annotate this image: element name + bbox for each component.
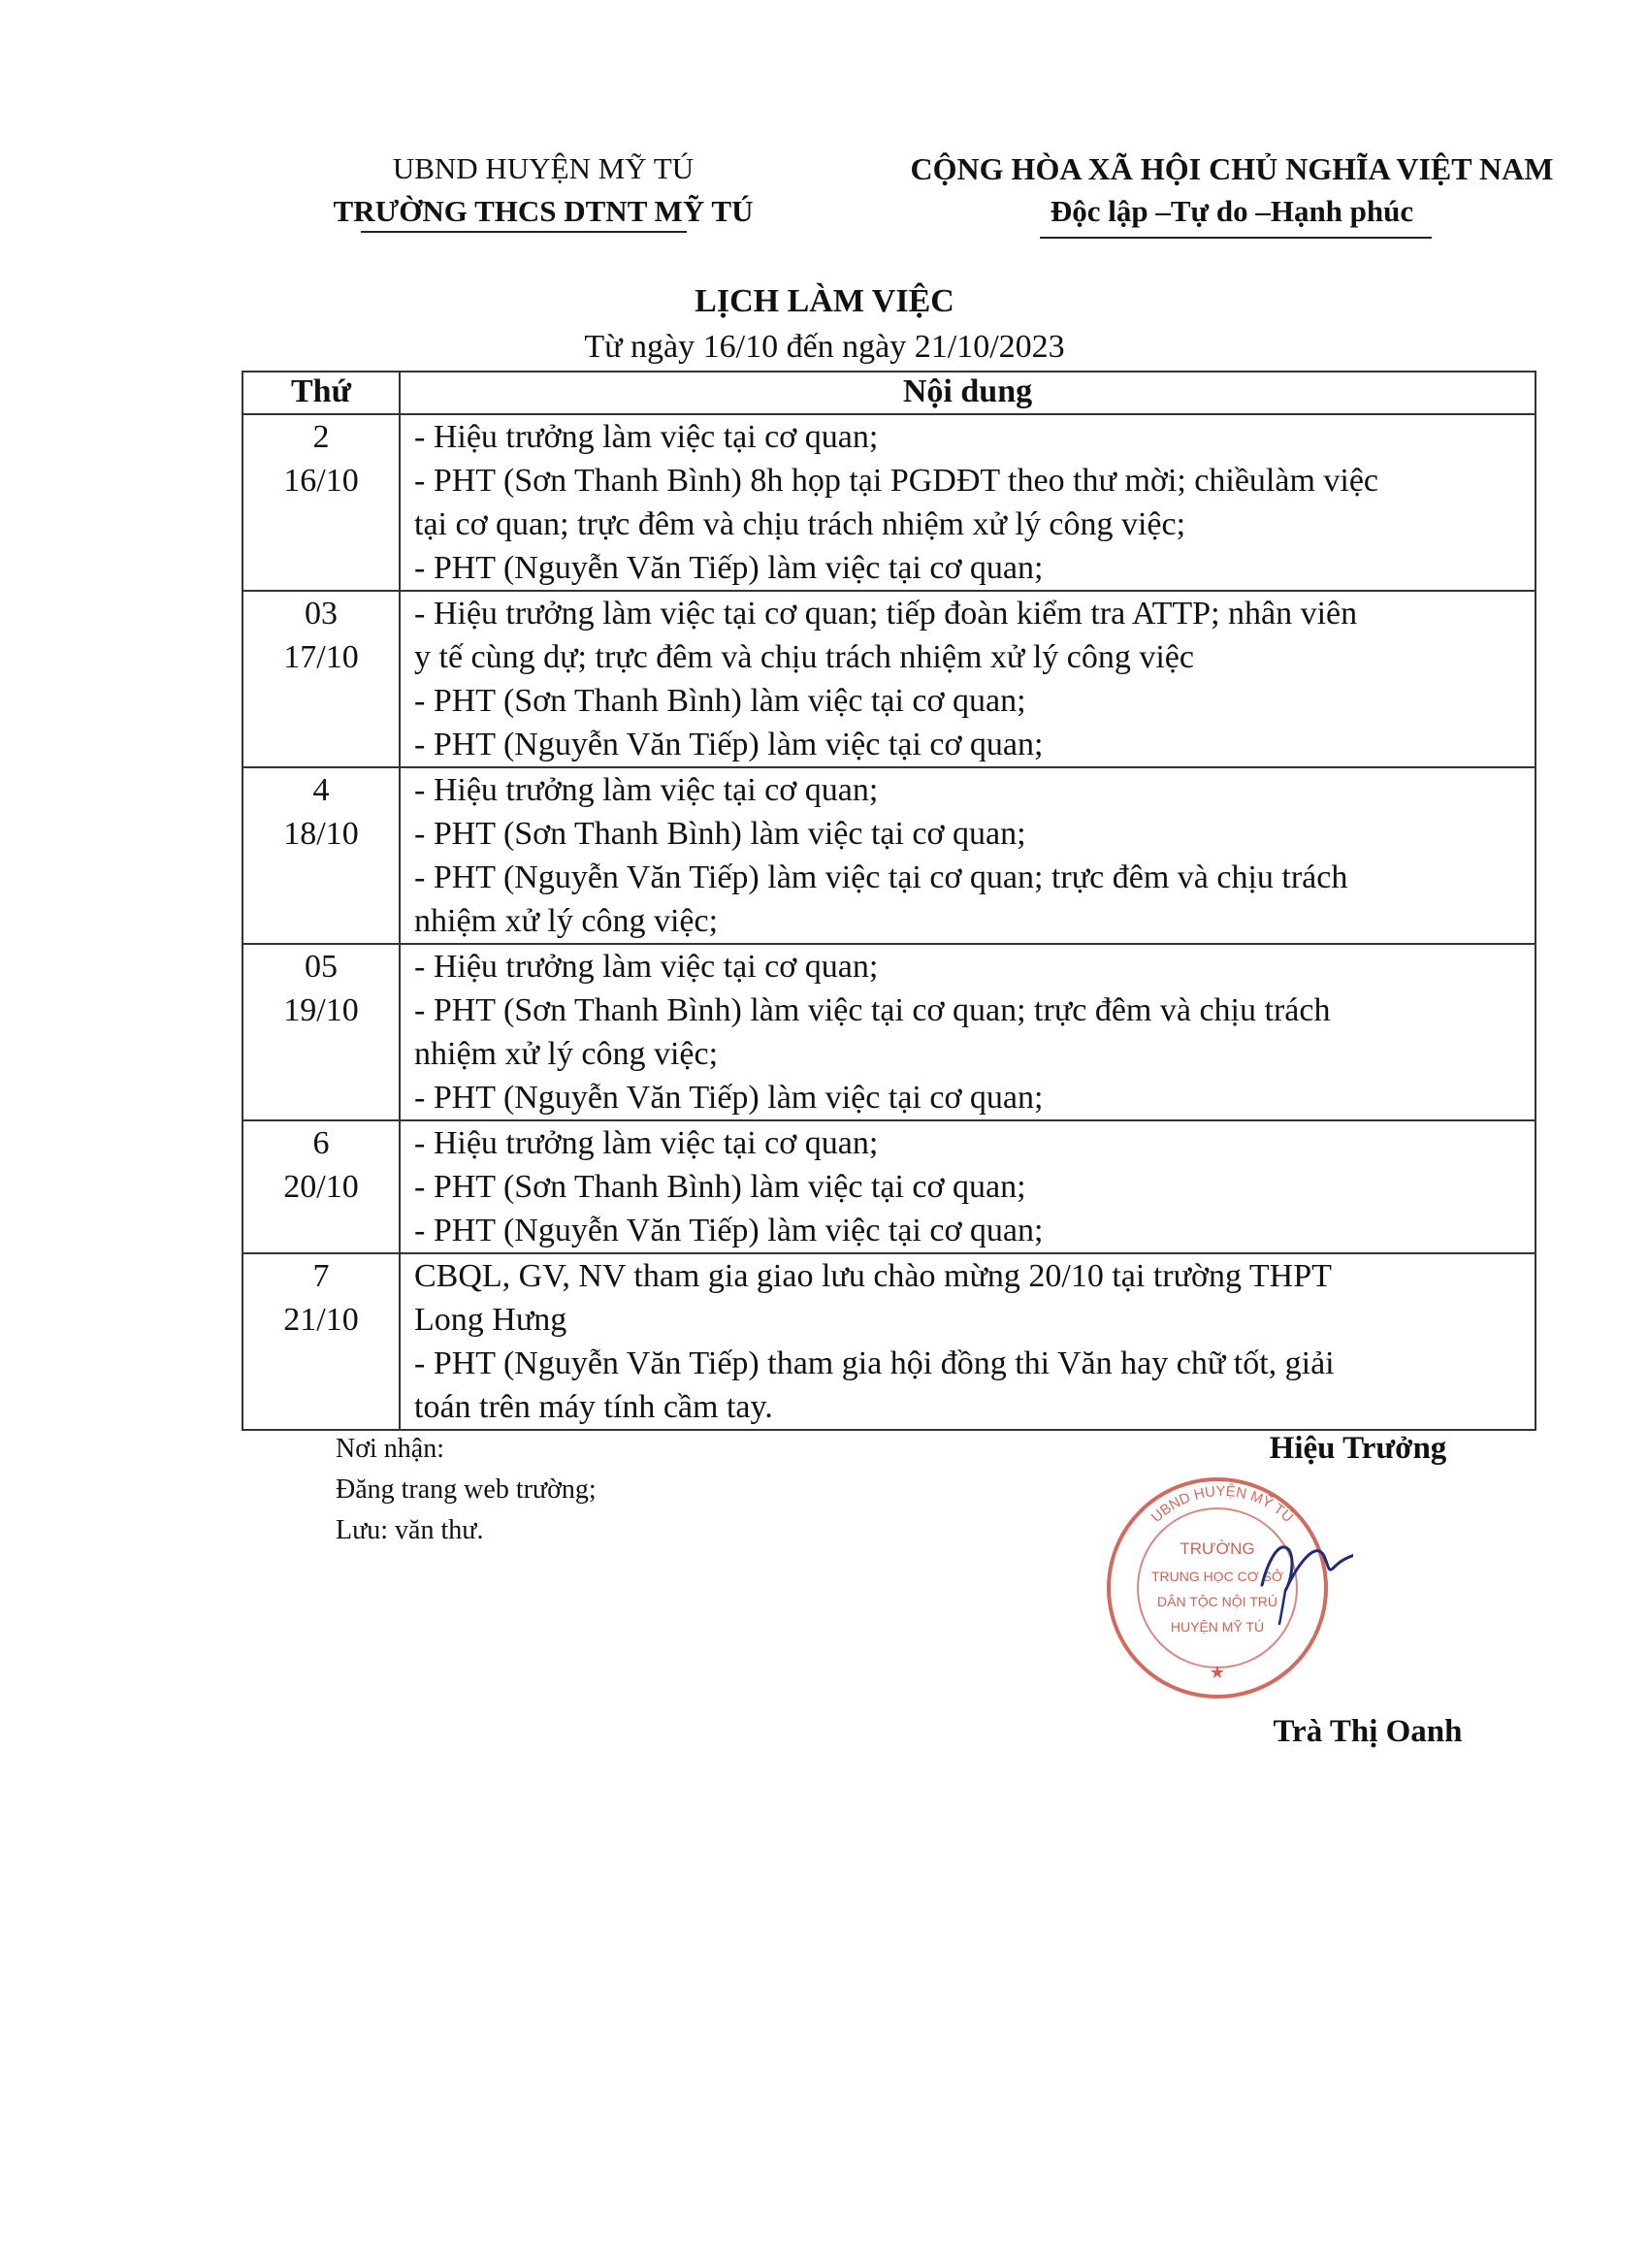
weekday: 05 — [305, 949, 338, 985]
table-row — [242, 591, 1536, 767]
content-line: - PHT (Nguyễn Văn Tiếp) làm việc tại cơ quan; — [414, 1213, 1044, 1248]
seal-line-1: TRƯỜNG — [1180, 1539, 1255, 1558]
signature-tail — [1279, 1591, 1285, 1624]
date: 16/10 — [283, 463, 359, 499]
seal-ring-text: UBND HUYỆN MỸ TÚ — [1148, 1482, 1297, 1526]
content-line: - PHT (Sơn Thanh Bình) 8h họp tại PGDĐT theo thư mời; chiềulàm việc — [414, 463, 1379, 499]
date: 17/10 — [283, 639, 359, 675]
content-line: - Hiệu trưởng làm việc tại cơ quan; — [414, 1125, 879, 1161]
weekday: 03 — [305, 596, 338, 632]
content-line: - Hiệu trưởng làm việc tại cơ quan; — [414, 419, 879, 455]
seal-line-2: TRUNG HỌC CƠ SỞ — [1150, 1569, 1284, 1584]
content-cell — [400, 944, 1536, 1120]
day-cell — [242, 414, 400, 591]
content-cell — [400, 1120, 1536, 1253]
content-cell — [400, 767, 1536, 944]
day-cell — [242, 591, 400, 767]
content-line: - PHT (Nguyễn Văn Tiếp) làm việc tại cơ quan; — [414, 1080, 1044, 1116]
school-name: TRƯỜNG THCS DTNT MỸ TÚ — [333, 194, 754, 228]
table-row — [242, 767, 1536, 944]
date: 21/10 — [283, 1302, 359, 1338]
schedule-body — [242, 414, 1536, 1430]
header-content: Nội dung — [400, 372, 1536, 414]
table-row — [242, 414, 1536, 591]
content-line: - Hiệu trưởng làm việc tại cơ quan; — [414, 949, 879, 985]
content-line: - PHT (Sơn Thanh Bình) làm việc tại cơ quan; — [414, 683, 1026, 719]
content-line: Long Hưng — [414, 1302, 567, 1338]
content-line: - PHT (Sơn Thanh Bình) làm việc tại cơ quan; — [414, 1169, 1026, 1205]
content-line: nhiệm xử lý công việc; — [414, 903, 719, 939]
content-line: - PHT (Nguyễn Văn Tiếp) làm việc tại cơ quan; trực đêm và chịu trách — [414, 859, 1348, 895]
date: 20/10 — [283, 1169, 359, 1205]
day-cell — [242, 944, 400, 1120]
day-cell — [242, 1120, 400, 1253]
document-title: LỊCH LÀM VIỆC — [695, 283, 954, 319]
seal-line-3: DÂN TỘC NỘI TRÚ — [1157, 1594, 1277, 1609]
content-line: - PHT (Nguyễn Văn Tiếp) tham gia hội đồng thi Văn hay chữ tốt, giải — [414, 1345, 1335, 1381]
recipient-item: Lưu: văn thư. — [336, 1515, 484, 1545]
date: 18/10 — [283, 816, 359, 852]
national-title: CỘNG HÒA XÃ HỘI CHỦ NGHĨA VIỆT NAM — [910, 151, 1554, 186]
content-line: CBQL, GV, NV tham gia giao lưu chào mừng 20/10 tại trường THPT — [414, 1258, 1332, 1294]
header-day: Thứ — [242, 372, 400, 414]
content-line: y tế cùng dự; trực đêm và chịu trách nhiệm xử lý công việc — [414, 639, 1194, 675]
content-line: - PHT (Nguyễn Văn Tiếp) làm việc tại cơ quan; — [414, 550, 1044, 586]
content-cell — [400, 414, 1536, 591]
day-cell — [242, 1253, 400, 1430]
recipients-label: Nơi nhận: — [336, 1434, 445, 1464]
content-line: - PHT (Sơn Thanh Bình) làm việc tại cơ quan; trực đêm và chịu trách — [414, 992, 1331, 1028]
header-left — [291, 147, 795, 233]
seal-star-icon: ★ — [1209, 1663, 1226, 1682]
recipients — [336, 1429, 597, 1551]
content-cell — [400, 1253, 1536, 1430]
content-line: - Hiệu trưởng làm việc tại cơ quan; tiếp đoàn kiểm tra ATTP; nhân viên — [414, 596, 1358, 632]
content-line: - Hiệu trưởng làm việc tại cơ quan; — [414, 772, 879, 808]
table-header-row — [242, 372, 1536, 414]
national-motto: Độc lập –Tự do –Hạnh phúc — [1050, 194, 1414, 228]
content-line: toán trên máy tính cầm tay. — [414, 1389, 773, 1425]
weekday: 7 — [312, 1258, 330, 1294]
schedule-table — [242, 371, 1536, 1431]
content-cell — [400, 591, 1536, 767]
signer-name: Trà Thị Oanh — [1273, 1714, 1463, 1749]
content-line: - PHT (Sơn Thanh Bình) làm việc tại cơ quan; — [414, 816, 1026, 852]
weekday: 2 — [312, 419, 330, 455]
content-line: nhiệm xử lý công việc; — [414, 1036, 719, 1072]
document-subtitle: Từ ngày 16/10 đến ngày 21/10/2023 — [584, 329, 1065, 365]
seal-line-4: HUYỆN MỸ TÚ — [1170, 1619, 1265, 1635]
table-row — [242, 1120, 1536, 1253]
content-line: - PHT (Nguyễn Văn Tiếp) làm việc tại cơ quan; — [414, 727, 1044, 762]
recipient-item: Đăng trang web trường; — [336, 1474, 597, 1505]
motto-underline — [1040, 237, 1432, 239]
header-right — [883, 147, 1581, 233]
date: 19/10 — [283, 992, 359, 1028]
school-name-underline — [361, 231, 687, 233]
day-cell — [242, 767, 400, 944]
authority-name: UBND HUYỆN MỸ TÚ — [392, 151, 695, 185]
official-seal-and-signature — [1091, 1457, 1353, 1719]
content-line: tại cơ quan; trực đêm và chịu trách nhiệm xử lý công việc; — [414, 506, 1186, 542]
weekday: 6 — [312, 1125, 330, 1161]
table-row — [242, 1253, 1536, 1430]
weekday: 4 — [312, 772, 330, 808]
table-row — [242, 944, 1536, 1120]
signer-title: Hiệu Trưởng — [1269, 1431, 1447, 1466]
